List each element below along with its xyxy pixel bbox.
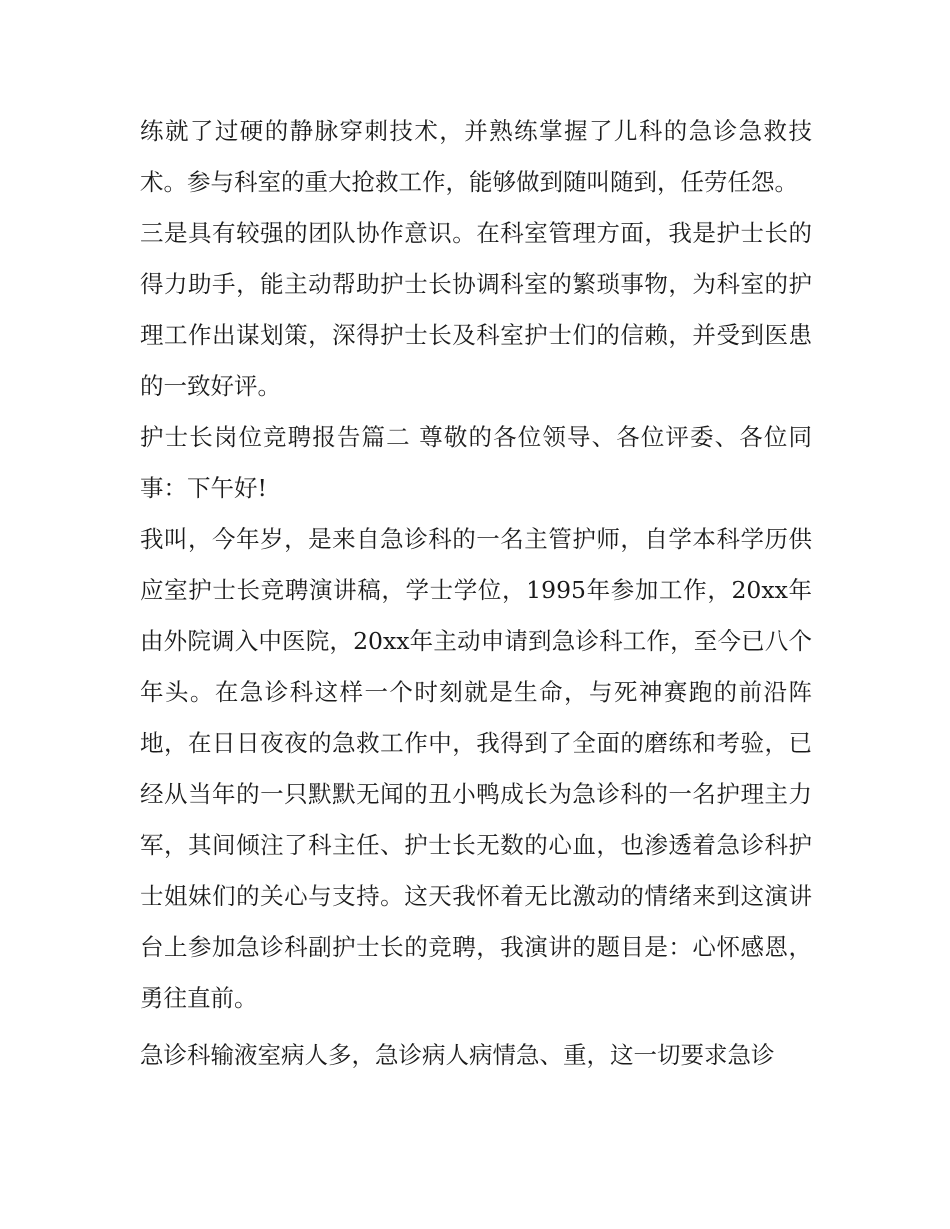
paragraph-infusion-room: 急诊科输液室病人多，急诊病人病情急、重，这一切要求急诊 [140,1041,775,1069]
paragraph-skills: 练就了过硬的静脉穿刺技术，并熟练掌握了儿科的急诊急救技术。参与科室的重大抢救工作，能够做到随叫随到，任劳任怨。 [140,117,812,196]
paragraph-greeting: 护士长岗位竞聘报告篇二 尊敬的各位领导、各位评委、各位同事：下午好! [140,423,812,502]
paragraph-teamwork: 三是具有较强的团队协作意识。在科室管理方面，我是护士长的得力助手，能主动帮助护士长协调科室的繁琐事物，为科室的护理工作出谋划策，深得护士长及科室护士们的信赖，并受到医患的一致好评。 [140,219,812,400]
document-body [140,106,812,1081]
paragraph-introduction: 我叫，今年岁，是来自急诊科的一名主管护师，自学本科学历供应室护士长竞聘演讲稿，学士学位，1995年参加工作，20xx年由外院调入中医院，20xx年主动申请到急诊科工作，至今已八个年头。在急诊科这样一个时刻就是生命，与死神赛跑的前沿阵地，在日日夜夜的急救工作中，我得到了全面的磨练和考验，已经从当年的一只默默无闻的丑小鸭成长为急诊科的一名护理主力军，其间倾注了科主任、护士长无数的心血，也渗透着急诊科护士姐妹们的关心与支持。这天我怀着无比激动的情绪来到这演讲台上参加急诊科副护士长的竞聘，我演讲的题目是：心怀感恩，勇往直前。 [140,525,812,1012]
